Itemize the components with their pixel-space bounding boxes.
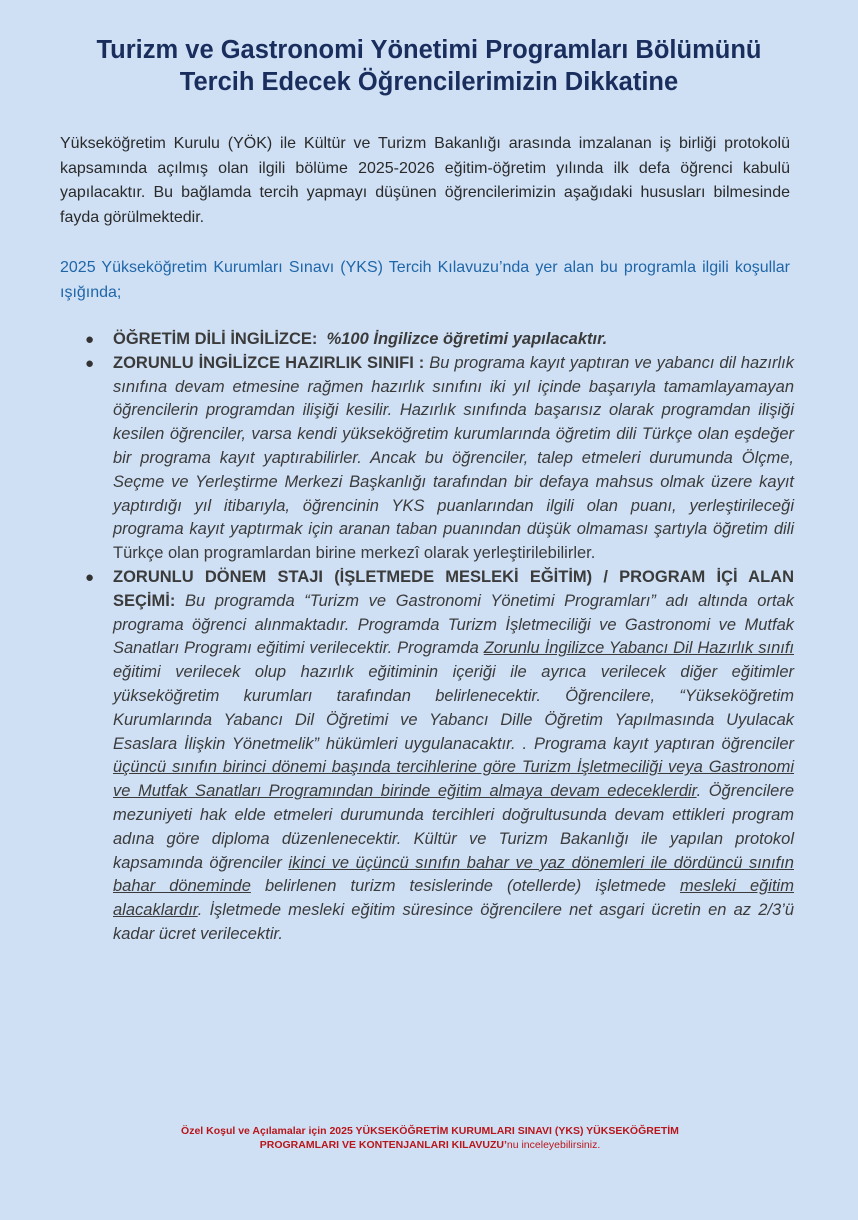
- conditions-list: [78, 328, 794, 947]
- field-selection-heading: PROGRAM İÇİ ALAN SEÇİMİ:: [113, 567, 794, 610]
- footer-bold-b: PROGRAMLARI VE KONTENJANLARI KILAVUZU’: [259, 1139, 507, 1151]
- bullet-icon: ●: [85, 568, 95, 586]
- footer-note: [110, 1124, 750, 1152]
- internship-underline-4: mesleki eğitim alacaklardır: [113, 877, 794, 920]
- internship-underline-3: ikinci ve üçüncü sınıfın bahar ve yaz dönemleri ile dördüncü sınıfın bahar döneminde: [113, 853, 794, 896]
- internship-text-1: Bu programda “Turizm ve Gastronomi Yönetimi Programları” adı altında ortak programa öğrenci alınmaktadır. Programda Turizm İşletmeciliği ve Gastronomi ve Mutfak Sanatları Programı eğitimi verilecektir. Programda: [113, 591, 794, 658]
- internship-underline-1: Zorunlu İngilizce Yabancı Dil Hazırlık sınıfı: [483, 639, 795, 658]
- language-text: %100 İngilizce öğretimi yapılacaktır.: [326, 330, 608, 348]
- prep-heading: ZORUNLU İNGİLİZCE HAZIRLIK SINIFI :: [113, 353, 425, 372]
- internship-underline-2: üçüncü sınıfın birinci dönemi başında tercihlerine göre Turizm İşletmeciliği veya Gastronomi ve Mutfak Sanatları Programından birinde eğitim almaya devam edeceklerdir: [113, 758, 794, 801]
- intro-paragraph: Yükseköğretim Kurulu (YÖK) ile Kültür ve Turizm Bakanlığı arasında imzalanan iş birliği protokolü kapsamında açılmış olan ilgili bölüme 2025-2026 eğitim-öğretim yılında ilk defa öğrenci kabulü yapılacaktır. Bu bağlamda tercih yapmayı düşünen öğrencilerimizin aşağıdaki hususları bilmesinde fayda görülmektedir.: [60, 135, 790, 226]
- bullet-icon: ●: [85, 354, 95, 372]
- page-title: [40, 34, 818, 98]
- prep-text: Bu programa kayıt yaptıran ve yabancı dil hazırlık sınıfına devam etmesine rağmen hazırlık sınıfını iki yıl içinde başarıyla tamamlayamayan öğrencilerin programdan ilişiği kesilir. Hazırlık sınıfında başarısız olarak programdan ilişiği kesilen öğrenciler, varsa kendi yükseköğretim kurumlarında öğretim dili Türkçe olan eşdeğer bir programa kayıt yaptırabilirler. Ancak bu öğrenciler, talep etmeleri durumunda Ölçme, Seçme ve Yerleştirme Merkezi Başkanlığı tarafından bir defaya mahsus olmak üzere kayıt yaptırdığı yıl itibarıyla, öğrencinin YKS puanlarından ilgili olan puanı, yerleştirileceği programa kayıt yaptırmak için aranan taban puanından düşük olmaması şartıyla öğretim dili: [113, 353, 795, 539]
- bullet-icon: ●: [85, 331, 95, 348]
- prep-text-end: Türkçe olan programlardan birine merkezî olarak yerleştirilebilirler.: [113, 544, 596, 563]
- internship-text-2: eğitimi verilecek olup hazırlık eğitiminin içeriği ile ayrıca verilecek diğer eğitimler yükseköğretim kurumları tarafından belirlenecektir. Öğrencilere, “Yükseköğretim Kurumlarında Yabancı Dil Öğretimi ve Yabancı Dille Öğretim Yapılmasında Uyulacak Esaslara İlişkin Yönetmelik” hükümleri uygulanacaktır. . Programa kayıt yaptıran öğrenciler: [113, 663, 794, 753]
- internship-text-5: . İşletmede mesleki eğitim süresince öğrencilere net asgari ücretin en az 2/3’ü kadar ücret verilecektir.: [113, 901, 794, 943]
- language-heading: ÖĞRETİM DİLİ İNGİLİZCE:: [113, 330, 318, 348]
- list-item-prep-class: [78, 352, 794, 566]
- list-item-language: [78, 328, 794, 352]
- footer-normal: nu inceleyebilirsiniz.: [506, 1139, 601, 1151]
- title-line-1: Turizm ve Gastronomi Yönetimi Programları Bölümünü: [96, 36, 762, 64]
- internship-heading: ZORUNLU DÖNEM STAJI (İŞLETMEDE MESLEKİ EĞİTİM) /: [113, 567, 608, 586]
- list-item-internship: [78, 566, 794, 947]
- title-line-2: Tercih Edecek Öğrencilerimizin Dikkatine: [179, 68, 679, 96]
- internship-text-3: . Öğrencilere mezuniyeti hak elde etmeleri durumunda tercihleri doğrultusunda devam ettikleri program adına göre diploma düzenlenecektir. Kültür ve Turizm Bakanlığı ile yapılan protokol kapsamında öğrenciler: [113, 782, 794, 872]
- footer-bold-a: Özel Koşul ve Açılamalar için 2025 YÜKSEKÖĞRETİM KURUMLARI SINAVI (YKS) YÜKSEKÖĞRETİM: [181, 1125, 679, 1137]
- guide-note: 2025 Yükseköğretim Kurumları Sınavı (YKS) Tercih Kılavuzu’nda yer alan bu programla ilgili koşullar ışığında;: [60, 259, 790, 301]
- internship-text-4: belirlenen turizm tesislerinde (otellerde) işletmede: [264, 877, 666, 896]
